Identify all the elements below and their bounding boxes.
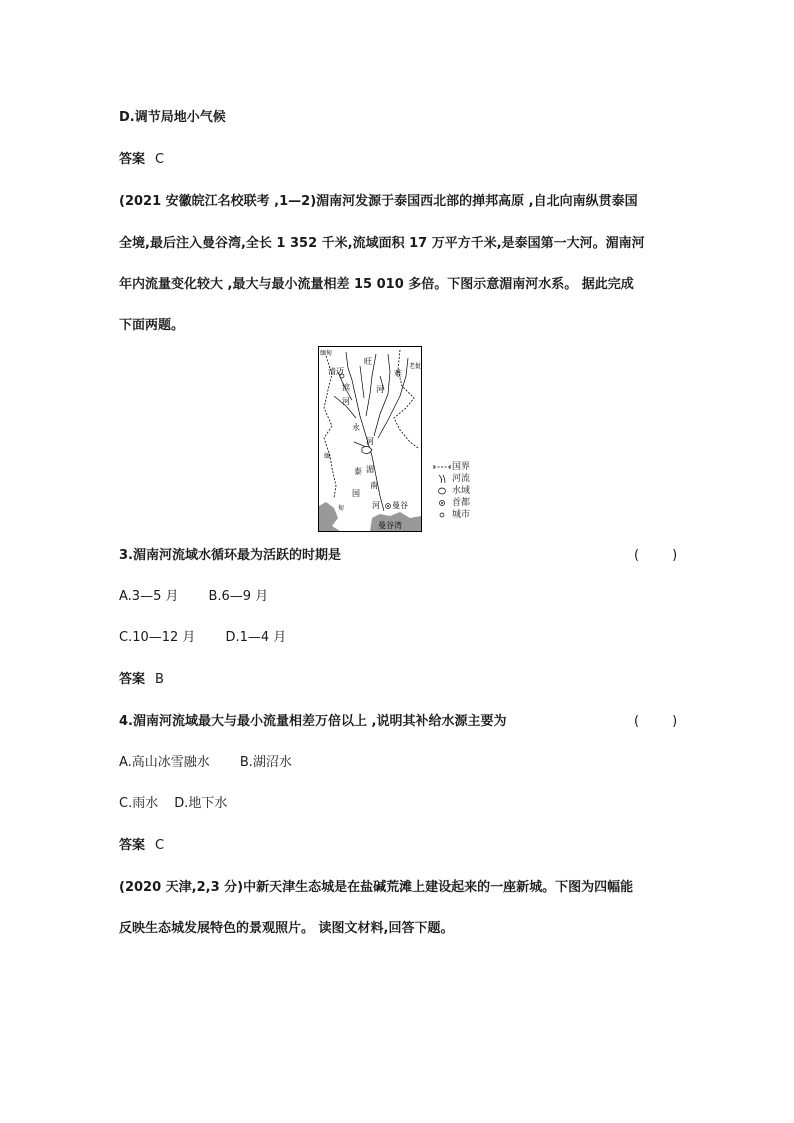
label-he-3: 河 [366,437,374,446]
answer-value: B [155,672,164,687]
answer-value: C [155,838,165,853]
q4-stem: 4.湄南河流域最大与最小流量相差万倍以上 ,说明其补给水源主要为 [119,714,507,729]
label-bangkok-bay: 曼谷湾 [378,521,402,530]
label-pin: 滨 [342,383,350,392]
q4-options-cd [119,796,227,812]
q3-answer-bracket: ( ) [634,548,678,563]
q4-answer [119,838,164,854]
q4-options-ab [119,755,292,771]
label-burma-left-2: 甸 [338,505,345,512]
water-icon [432,486,452,496]
passage-line-1: (2021 安徽皖江名校联考 ,1—2)湄南河发源于泰国西北部的掸邦高原 ,自北向南纵贯泰国 [119,194,638,209]
river-icon [432,474,452,484]
next-passage-line-2: 反映生态城发展特色的景观照片。 读图文材料,回答下题。 [119,921,454,936]
q3-options-cd [119,630,286,646]
q3-stem: 3.湄南河流域水循环最为活跃的时期是 [119,548,341,563]
next-passage-line-1: (2020 天津,2,3 分)中新天津生态城是在盐碱荒滩上建设起来的一座新城。下图为四幅能 [119,880,634,895]
answer-label: 答案 [119,838,146,853]
q3-answer [119,672,164,688]
border-icon [432,464,452,470]
prev-answer [119,152,164,168]
label-he-1: 河 [342,397,350,406]
q3-option-b[interactable]: B.6—9 月 [208,589,269,604]
label-burma-top: 缅甸 [320,350,333,357]
map-legend [432,461,470,521]
label-wang: 旺 [364,357,372,366]
q3-option-c[interactable]: C.10—12 月 [119,630,196,645]
passage-line-2: 全境,最后注入曼谷湾,全长 1 352 千米,流域面积 17 万平方千米,是泰国第一大河。湄南河 [119,236,645,251]
legend-label: 国界 [452,462,471,472]
q3-options-ab [119,589,268,605]
q3-option-d[interactable]: D.1—4 月 [225,630,287,645]
label-tai: 泰 [354,467,362,476]
legend-label: 首都 [452,498,471,508]
legend-item-water [432,485,470,497]
label-nan-river: 难 [394,369,402,378]
capital-icon [432,498,452,508]
q4-answer-bracket: ( ) [634,714,678,729]
label-nan-2: 南 [370,481,378,490]
passage-line-4: 下面两题。 [119,318,185,333]
label-yong: 永 [352,423,360,432]
label-bangkok: 曼谷 [392,501,408,510]
answer-label: 答案 [119,672,146,687]
passage-line-3: 年内流量变化较大 ,最大与最小流量相差 15 010 多倍。下图示意湄南河水系。 据此完成 [119,277,634,292]
q4-option-c[interactable]: C.雨水 [119,796,159,811]
legend-label: 城市 [452,510,471,520]
label-laos: 老挝 [409,363,422,370]
label-mei: 湄 [366,465,374,474]
q3-option-a[interactable]: A.3—5 月 [119,589,179,604]
answer-label: 答案 [119,152,146,167]
answer-value: C [155,152,165,167]
legend-item-city [432,509,470,521]
chao-phraya-river-map [318,346,422,532]
legend-item-capital [432,497,470,509]
legend-item-border [432,461,470,473]
prev-option-d: D.调节局地小气候 [119,110,226,125]
q4-option-d[interactable]: D.地下水 [174,796,228,811]
legend-label: 水域 [452,486,471,496]
label-guo: 国 [352,489,360,498]
legend-item-river [432,473,470,485]
q4-option-a[interactable]: A.高山冰雪融水 [119,755,210,770]
city-icon [432,510,452,520]
legend-label: 河流 [452,474,471,484]
label-he-2: 河 [376,385,384,394]
bangkok-capital-dot-icon [387,505,389,507]
q4-option-b[interactable]: B.湖沼水 [239,755,292,770]
label-he-4: 河 [372,501,380,510]
label-burma-left-1: 缅 [324,453,331,460]
label-qingmai: 清迈 [328,367,344,376]
